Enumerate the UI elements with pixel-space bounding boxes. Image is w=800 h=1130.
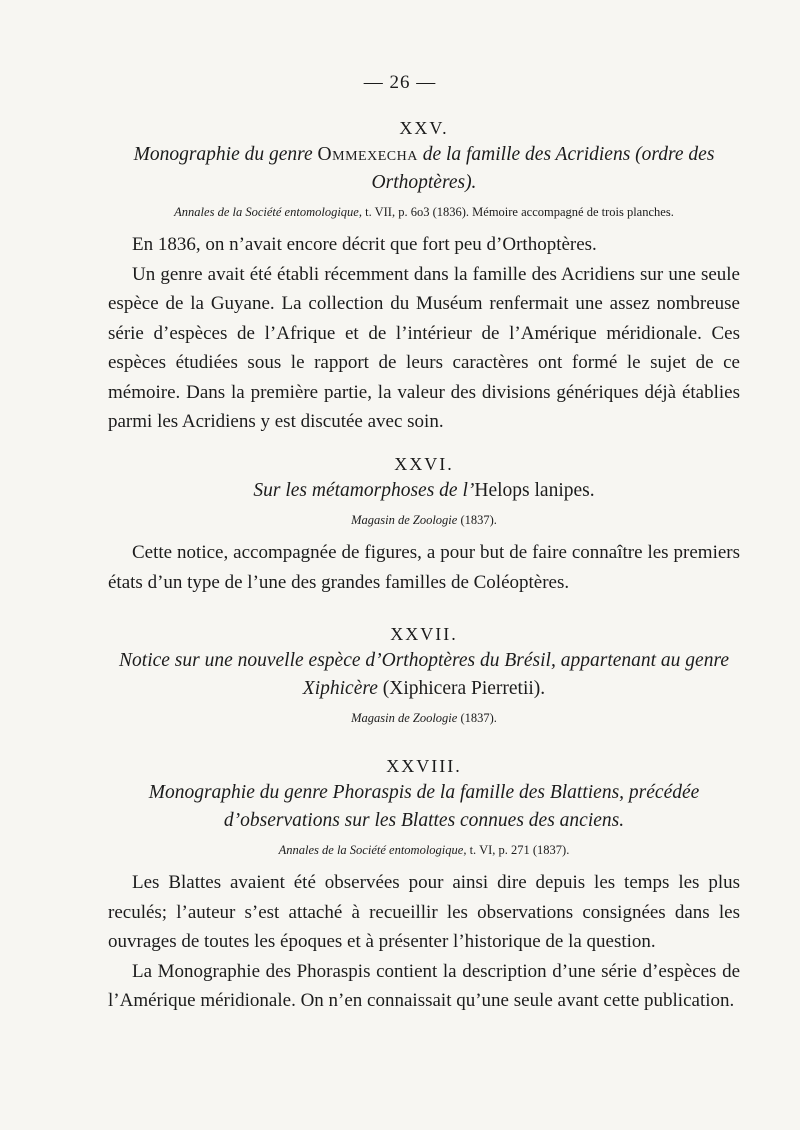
title-text: Notice sur une nouvelle espèce d’Orthoptères du Brésil, appartenant au genre Xiphicère: [119, 650, 729, 699]
section-xxvii: [108, 624, 740, 726]
citation-details: (1837).: [457, 513, 497, 527]
paragraph: Cette notice, accompagnée de figures, a pour but de faire connaître les premiers états d’un type de l’une des grandes familles de Coléoptères.: [108, 542, 740, 593]
section-heading: XXVI.: [394, 454, 454, 474]
title-text: Monographie du genre: [133, 144, 318, 165]
journal-name: Magasin de Zoologie: [351, 513, 458, 527]
section-title: [108, 477, 740, 505]
genus-name: Ommexecha: [317, 144, 418, 165]
section-xxviii: [108, 756, 740, 1016]
paragraph: Les Blattes avaient été observées pour ainsi dire depuis les temps les plus reculés; l’auteur s’est attaché à recueillir les observations consignées dans les ouvrages de toutes les époques et à présenter l’historique de la question.: [108, 872, 740, 952]
journal-name: Magasin de Zoologie: [351, 711, 458, 725]
section-heading: XXVIII.: [386, 756, 462, 776]
species-name: Helops lanipes.: [474, 480, 595, 501]
source-citation: [108, 205, 740, 220]
title-text: de la famille des Acridiens (ordre des Orthoptères).: [371, 144, 715, 193]
section-heading: XXV.: [399, 118, 449, 138]
citation-details: (1837).: [457, 711, 497, 725]
section-title: [108, 647, 740, 703]
section-xxvi: [108, 454, 740, 597]
citation-details: t. VII, p. 6o3 (1836). Mémoire accompagné de trois planches.: [361, 205, 674, 219]
title-text: Sur les métamorphoses de l’: [253, 480, 475, 501]
section-xxv: [108, 118, 740, 437]
source-citation: [108, 711, 740, 726]
paragraph: En 1836, on n’avait encore décrit que fort peu d’Orthoptères.: [132, 234, 597, 255]
section-title: Monographie du genre Phoraspis de la famille des Blattiens, précédée d’observations sur les Blattes connues des anciens.: [148, 782, 700, 831]
section-title: [108, 141, 740, 197]
citation-details: t. VI, p. 271 (1837).: [466, 843, 570, 857]
section-heading: XXVII.: [390, 624, 458, 644]
journal-name: Annales de la Société entomologique,: [278, 843, 467, 857]
paragraph: Un genre avait été établi récemment dans la famille des Acridiens sur une seule espèce de la Guyane. La collection du Muséum renfermait une assez nombreuse série d’espèces de l’Afrique et de l’intérieur de l’Amérique méridionale. Ces espèces étudiées sous le rapport de leurs caractères ont formé le sujet de ce mémoire. Dans la première partie, la valeur des divisions génériques déjà établies parmi les Acridiens y est discutée avec soin.: [108, 263, 740, 432]
species-name: (Xiphicera Pierretii).: [382, 678, 546, 699]
source-citation: [108, 843, 740, 858]
journal-name: Annales de la Société entomologique,: [174, 205, 362, 219]
source-citation: [108, 513, 740, 528]
paragraph: La Monographie des Phoraspis contient la description d’une série d’espèces de l’Amérique méridionale. On n’en connaissait qu’une seule avant cette publication.: [108, 960, 740, 1011]
page-number: — 26 —: [363, 72, 437, 93]
